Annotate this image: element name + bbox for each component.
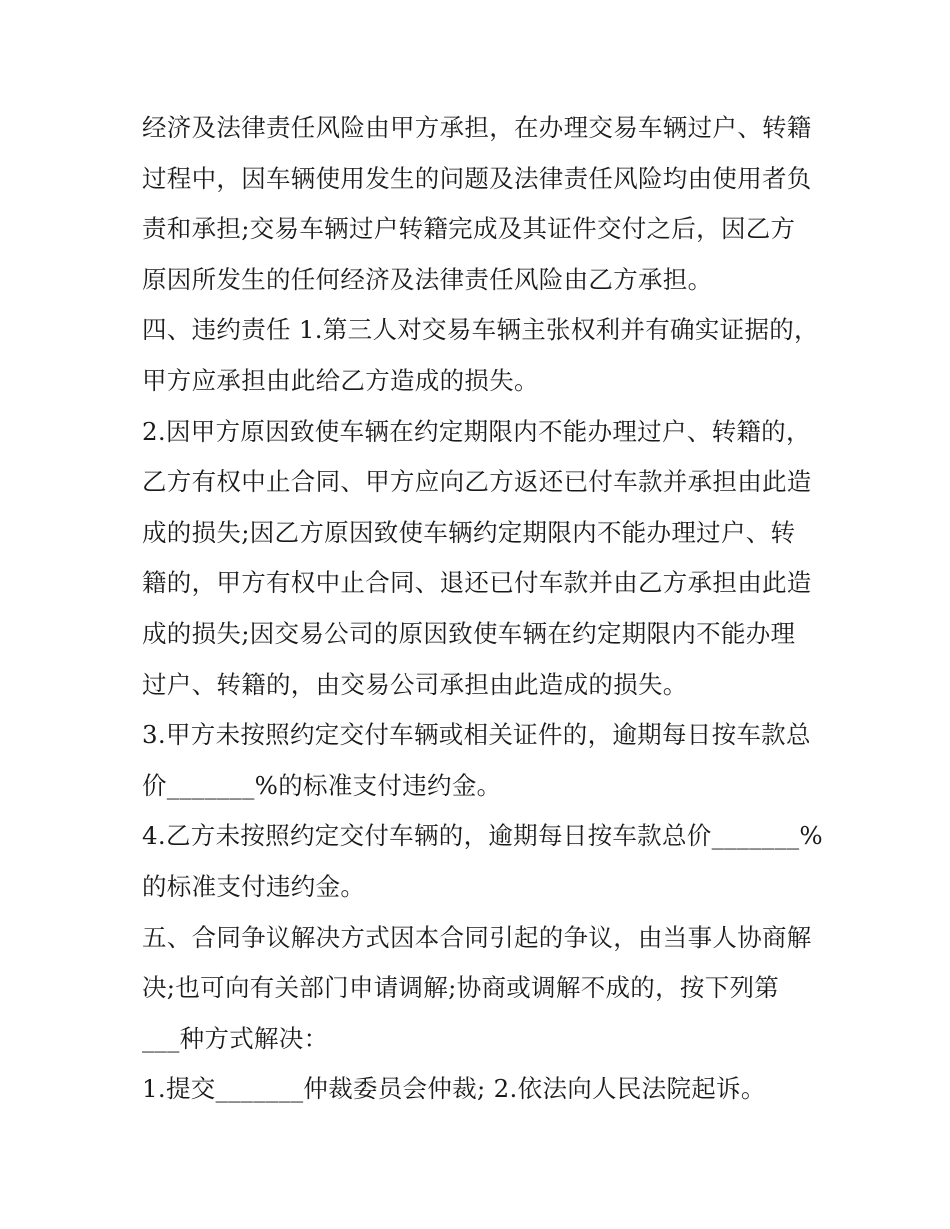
text-line: 乙方有权中止合同、甲方应向乙方返还已付车款并承担由此造 xyxy=(142,467,812,497)
clause-2-line: 2.因甲方原因致使车辆在约定期限内不能办理过户、转籍的， xyxy=(142,416,811,446)
text-line: 责和承担;交易车辆过户转籍完成及其证件交付之后，因乙方 xyxy=(142,214,796,244)
text-line: 籍的，甲方有权中止合同、退还已付车款并由乙方承担由此造 xyxy=(142,568,812,598)
text-line: 过户、转籍的，由交易公司承担由此造成的损失。 xyxy=(142,669,688,699)
clause-4-line: 4.乙方未按照约定交付车辆的，逾期每日按车款总价_______% xyxy=(142,821,824,851)
text-line: 过程中，因车辆使用发生的问题及法律责任风险均由使用者负 xyxy=(142,163,812,193)
text-line: 的标准支付违约金。 xyxy=(142,871,366,901)
text-line: ___种方式解决： xyxy=(142,1023,329,1053)
section-four-line: 四、违约责任 1.第三人对交易车辆主张权利并有确实证据的， xyxy=(142,315,819,345)
section-five-line: 五、合同争议解决方式因本合同引起的争议，由当事人协商解 xyxy=(142,922,812,952)
text-line: 甲方应承担由此给乙方造成的损失。 xyxy=(142,365,539,395)
text-line: 成的损失;因交易公司的原因致使车辆在约定期限内不能办理 xyxy=(142,618,796,648)
document-body xyxy=(142,103,822,1115)
dispute-options-line: 1.提交_______仲裁委员会仲裁; 2.依法向人民法院起诉。 xyxy=(142,1074,766,1104)
clause-3-line: 3.甲方未按照约定交付车辆或相关证件的，逾期每日按车款总 xyxy=(142,720,811,750)
text-line: 原因所发生的任何经济及法律责任风险由乙方承担。 xyxy=(142,264,713,294)
text-line: 经济及法律责任风险由甲方承担，在办理交易车辆过户、转籍 xyxy=(142,113,812,142)
text-line: 成的损失;因乙方原因致使车辆约定期限内不能办理过户、转 xyxy=(142,517,796,547)
text-line: 价_______%的标准支付违约金。 xyxy=(142,770,502,800)
text-line: 决;也可向有关部门申请调解;协商或调解不成的，按下列第 xyxy=(142,973,780,1003)
